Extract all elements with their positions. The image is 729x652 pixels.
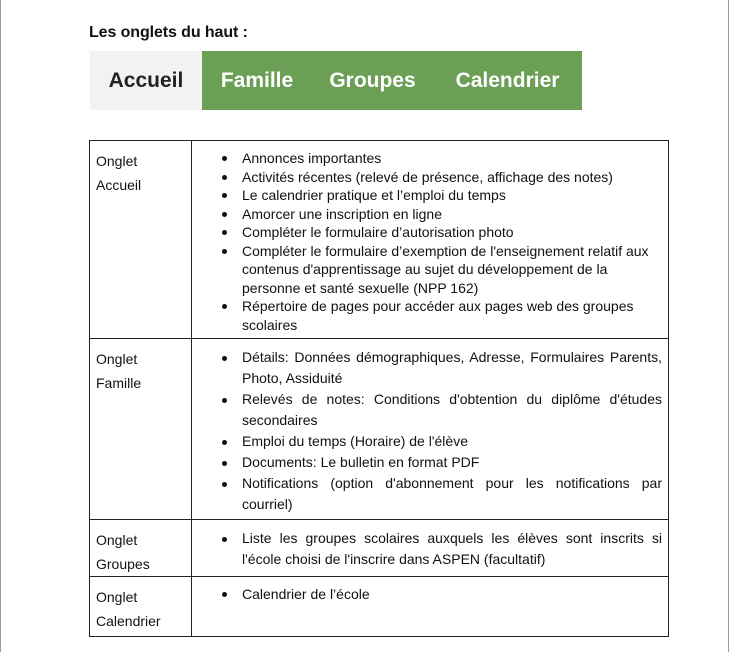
row-label-line1: Onglet <box>96 351 138 367</box>
row-label <box>90 520 192 577</box>
bullet-list <box>192 585 662 604</box>
row-content <box>192 577 669 637</box>
tab-bar-illustration <box>90 51 582 110</box>
table-row-calendrier <box>90 577 669 637</box>
tab-accueil: Accueil <box>90 51 202 110</box>
bullet-list <box>192 149 662 334</box>
row-label-line1: Onglet <box>96 589 138 605</box>
bullet-list <box>192 528 662 570</box>
list-item: Amorcer une inscription en ligne <box>242 205 662 224</box>
list-item: Activités récentes (relevé de présence, affichage des notes) <box>242 168 662 187</box>
row-label-line2: Groupes <box>96 556 150 572</box>
row-label <box>90 577 192 637</box>
list-item: Compléter le formulaire d’autorisation photo <box>242 223 662 242</box>
row-content <box>192 339 669 520</box>
list-item: Emploi du temps (Horaire) de l'élève <box>242 431 662 452</box>
table-row-groupes <box>90 520 669 577</box>
list-item: Détails: Données démographiques, Adresse, Formulaires Parents, Photo, Assiduité <box>242 347 662 389</box>
table-row-accueil <box>90 141 669 339</box>
row-label-line1: Onglet <box>96 153 138 169</box>
list-item: Le calendrier pratique et l’emploi du temps <box>242 186 662 205</box>
list-item: Relevés de notes: Conditions d'obtention du diplôme d'études secondaires <box>242 389 662 431</box>
tab-famille: Famille <box>202 51 312 110</box>
list-item: Liste les groupes scolaires auxquels les élèves sont inscrits si l'école choisi de l'inscrire dans ASPEN (facultatif) <box>242 528 662 570</box>
row-label <box>90 339 192 520</box>
row-label-line2: Accueil <box>96 177 142 193</box>
tab-calendrier: Calendrier <box>433 51 582 110</box>
list-item: Compléter le formulaire d’exemption de l'enseignement relatif aux contenus d'apprentissage au sujet du développement de la personne et santé sexuelle (NPP 162) <box>242 242 662 298</box>
list-item: Annonces importantes <box>242 149 662 168</box>
row-content <box>192 520 669 577</box>
row-label-line2: Famille <box>96 375 142 391</box>
row-label-line1: Onglet <box>96 532 138 548</box>
list-item: Répertoire de pages pour accéder aux pages web des groupes scolaires <box>242 297 662 334</box>
row-content <box>192 141 669 339</box>
list-item: Calendrier de l’école <box>242 585 662 604</box>
table-row-famille <box>90 339 669 520</box>
list-item: Notifications (option d'abonnement pour les notifications par courriel) <box>242 473 662 515</box>
tab-groupes: Groupes <box>312 51 433 110</box>
row-label <box>90 141 192 339</box>
tabs-description-table <box>89 140 669 637</box>
section-heading: Les onglets du haut : <box>89 24 248 41</box>
row-label-line2: Calendrier <box>96 613 161 629</box>
bullet-list <box>192 347 662 515</box>
list-item: Documents: Le bulletin en format PDF <box>242 452 662 473</box>
